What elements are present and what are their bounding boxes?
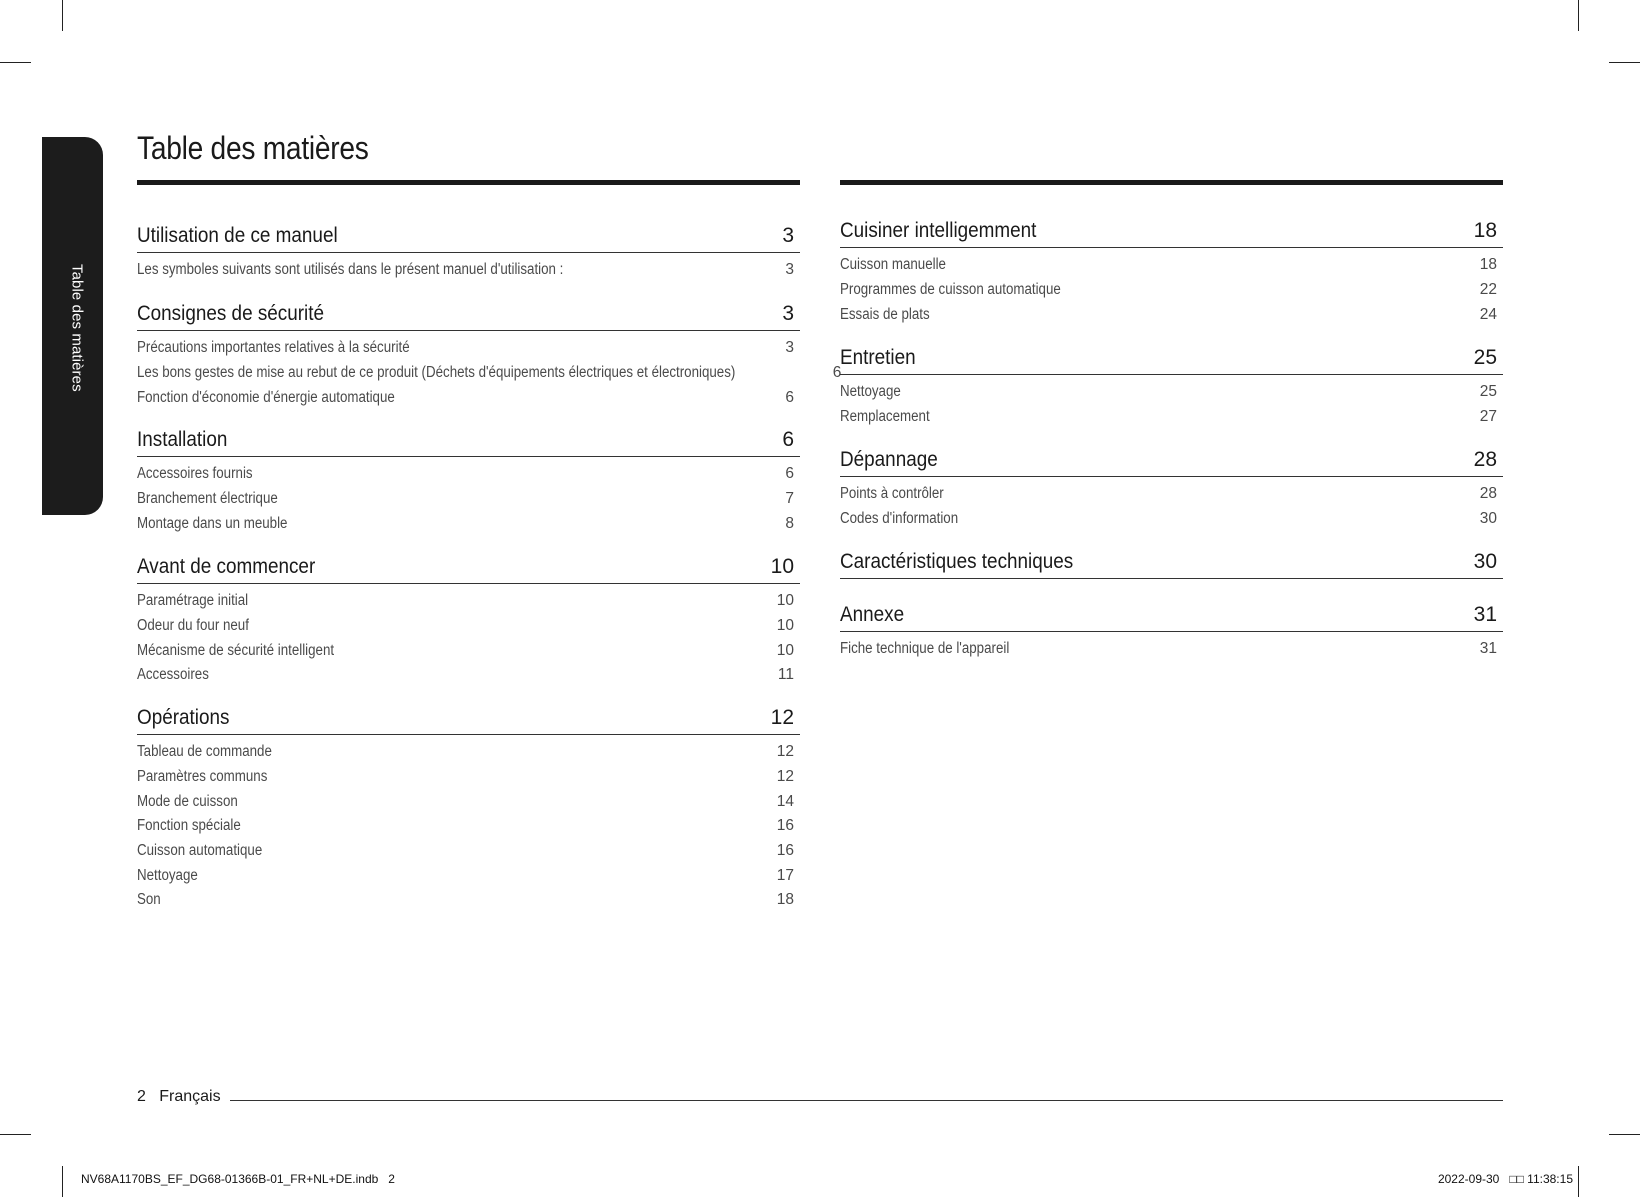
toc-item-page: 10 <box>776 592 794 610</box>
title-rule-left <box>137 180 800 185</box>
toc-section-page: 6 <box>782 428 794 451</box>
toc-item[interactable] <box>137 638 800 663</box>
toc-section-page: 3 <box>782 302 794 325</box>
toc-item[interactable] <box>137 740 800 765</box>
toc-section-heading[interactable] <box>137 551 800 584</box>
toc-section-title: Opérations <box>137 706 230 729</box>
toc-item-page: 30 <box>1479 510 1497 528</box>
toc-item-page: 27 <box>1479 408 1497 426</box>
toc-section-title: Annexe <box>840 603 905 626</box>
print-slug-datetime: 2022-09-30 □□ 11:38:15 <box>1437 1172 1573 1186</box>
toc-section <box>137 298 842 410</box>
toc-item-label: Son <box>137 891 161 909</box>
side-tab-label: Table des matières <box>68 264 86 392</box>
toc-item-page: 14 <box>776 792 794 810</box>
toc-item[interactable] <box>840 253 1503 278</box>
toc-item-label: Essais de plats <box>840 305 930 323</box>
toc-item-page: 6 <box>785 388 794 406</box>
toc-item-label: Accessoires <box>137 666 209 684</box>
toc-section-title: Dépannage <box>840 448 938 471</box>
toc-item[interactable] <box>137 814 800 839</box>
crop-mark <box>1578 1166 1579 1197</box>
toc-section-heading[interactable] <box>137 298 800 331</box>
toc-section <box>840 342 1503 429</box>
toc-section <box>137 424 800 536</box>
toc-section <box>137 220 800 283</box>
toc-section-page: 30 <box>1473 550 1497 573</box>
toc-section <box>137 702 800 913</box>
toc-item-label: Branchement électrique <box>137 490 278 508</box>
toc-section <box>840 546 1503 579</box>
toc-section-heading[interactable] <box>137 702 800 735</box>
toc-section-title: Caractéristiques techniques <box>840 550 1074 573</box>
toc-item-page: 18 <box>776 891 794 909</box>
toc-section-title: Consignes de sécurité <box>137 302 325 325</box>
toc-section-title: Entretien <box>840 346 916 369</box>
toc-item[interactable] <box>137 258 800 283</box>
toc-item[interactable] <box>840 380 1503 405</box>
crop-mark <box>1609 62 1640 63</box>
toc-item-label: Tableau de commande <box>137 743 272 761</box>
toc-section <box>840 444 1503 531</box>
toc-item-label: Paramètres communs <box>137 768 268 786</box>
title-rule-right <box>840 180 1503 185</box>
toc-item-page: 24 <box>1479 305 1497 323</box>
toc-item-label: Mode de cuisson <box>137 792 238 810</box>
toc-item-page: 6 <box>832 364 842 382</box>
toc-section-page: 18 <box>1473 219 1497 242</box>
toc-item[interactable] <box>137 789 800 814</box>
toc-section-heading[interactable] <box>840 342 1503 375</box>
toc-section-page: 31 <box>1473 603 1497 626</box>
toc-section-title: Cuisiner intelligemment <box>840 219 1037 242</box>
side-tab-label-wrap <box>52 140 102 512</box>
toc-section-heading[interactable] <box>137 220 800 253</box>
toc-item-label: Les bons gestes de mise au rebut de ce produit (Déchets d'équipements électriques et électroniques) <box>137 364 736 382</box>
toc-item[interactable] <box>840 637 1503 662</box>
toc-section-page: 3 <box>782 224 794 247</box>
toc-section-heading[interactable] <box>840 599 1503 632</box>
toc-item-page: 3 <box>785 261 794 279</box>
toc-item-label: Précautions importantes relatives à la sécurité <box>137 339 410 357</box>
toc-item-page: 25 <box>1479 383 1497 401</box>
toc-item-page: 8 <box>785 514 794 532</box>
toc-item[interactable] <box>137 888 800 913</box>
toc-item[interactable] <box>840 482 1503 507</box>
toc-item-page: 16 <box>776 842 794 860</box>
page-title: Table des matières <box>137 130 369 166</box>
toc-item[interactable] <box>137 863 800 888</box>
crop-mark <box>0 62 31 63</box>
toc-item-label: Points à contrôler <box>840 485 944 503</box>
toc-section-page: 10 <box>770 555 794 578</box>
footer-language: Français <box>159 1088 221 1105</box>
toc-item-label: Fonction d'économie d'énergie automatique <box>137 388 395 406</box>
toc-item[interactable] <box>137 614 800 639</box>
toc-item[interactable] <box>840 302 1503 327</box>
toc-item-page: 28 <box>1479 485 1497 503</box>
toc-item-label: Programmes de cuisson automatique <box>840 281 1061 299</box>
toc-item-label: Montage dans un meuble <box>137 514 288 532</box>
toc-section <box>137 551 800 688</box>
toc-item[interactable] <box>137 839 800 864</box>
crop-mark <box>1578 0 1579 31</box>
toc-item-label: Fonction spéciale <box>137 817 241 835</box>
toc-item[interactable] <box>137 336 800 361</box>
toc-item-label: Nettoyage <box>137 866 198 884</box>
crop-mark <box>62 0 63 31</box>
toc-item-label: Cuisson automatique <box>137 842 263 860</box>
page-footer <box>137 1088 221 1106</box>
toc-item-page: 31 <box>1479 640 1497 658</box>
toc-item[interactable] <box>137 487 800 512</box>
toc-section-page: 12 <box>770 706 794 729</box>
toc-section <box>840 215 1503 327</box>
toc-item[interactable] <box>137 589 800 614</box>
toc-item[interactable] <box>137 511 800 536</box>
toc-item-page: 3 <box>785 339 794 357</box>
toc-section <box>840 599 1503 662</box>
toc-item-label: Codes d'information <box>840 510 959 528</box>
toc-section-heading[interactable] <box>137 424 800 457</box>
toc-section-page: 25 <box>1473 346 1497 369</box>
toc-item-page: 16 <box>776 817 794 835</box>
toc-section-page: 28 <box>1473 448 1497 471</box>
toc-item-label: Paramétrage initial <box>137 592 249 610</box>
toc-item[interactable] <box>137 663 800 688</box>
toc-section-heading[interactable] <box>840 444 1503 477</box>
toc-section-title: Utilisation de ce manuel <box>137 224 338 247</box>
toc-item-label: Fiche technique de l'appareil <box>840 640 1010 658</box>
toc-item-page: 12 <box>776 743 794 761</box>
toc-item-page: 12 <box>776 768 794 786</box>
toc-item-label: Accessoires fournis <box>137 465 253 483</box>
crop-mark <box>1609 1134 1640 1135</box>
toc-section-title: Avant de commencer <box>137 555 316 578</box>
crop-mark <box>62 1166 63 1197</box>
toc-item-page: 22 <box>1479 281 1497 299</box>
toc-section-heading[interactable] <box>840 546 1503 579</box>
toc-item[interactable] <box>137 361 842 386</box>
toc-item[interactable] <box>137 385 800 410</box>
toc-item[interactable] <box>137 462 800 487</box>
toc-section-title: Installation <box>137 428 228 451</box>
page-number: 2 <box>137 1088 146 1105</box>
toc-item-label: Odeur du four neuf <box>137 617 249 635</box>
toc-item-page: 10 <box>776 641 794 659</box>
toc-item[interactable] <box>840 278 1503 303</box>
toc-item-page: 7 <box>785 490 794 508</box>
toc-item-page: 6 <box>785 465 794 483</box>
toc-item[interactable] <box>840 405 1503 430</box>
toc-item-page: 11 <box>777 666 794 684</box>
toc-item[interactable] <box>137 765 800 790</box>
toc-item-page: 18 <box>1479 256 1497 274</box>
toc-item-label: Mécanisme de sécurité intelligent <box>137 641 335 659</box>
toc-item-label: Nettoyage <box>840 383 901 401</box>
toc-item-page: 17 <box>776 866 794 884</box>
toc-item-label: Remplacement <box>840 408 930 426</box>
toc-item-label: Les symboles suivants sont utilisés dans le présent manuel d'utilisation : <box>137 261 564 279</box>
toc-item[interactable] <box>840 507 1503 532</box>
print-slug-file: NV68A1170BS_EF_DG68-01366B-01_FR+NL+DE.indb 2 <box>81 1172 395 1186</box>
toc-section-heading[interactable] <box>840 215 1503 248</box>
crop-mark <box>0 1134 31 1135</box>
footer-rule <box>230 1100 1503 1101</box>
toc-item-page: 10 <box>776 617 794 635</box>
toc-item-label: Cuisson manuelle <box>840 256 946 274</box>
